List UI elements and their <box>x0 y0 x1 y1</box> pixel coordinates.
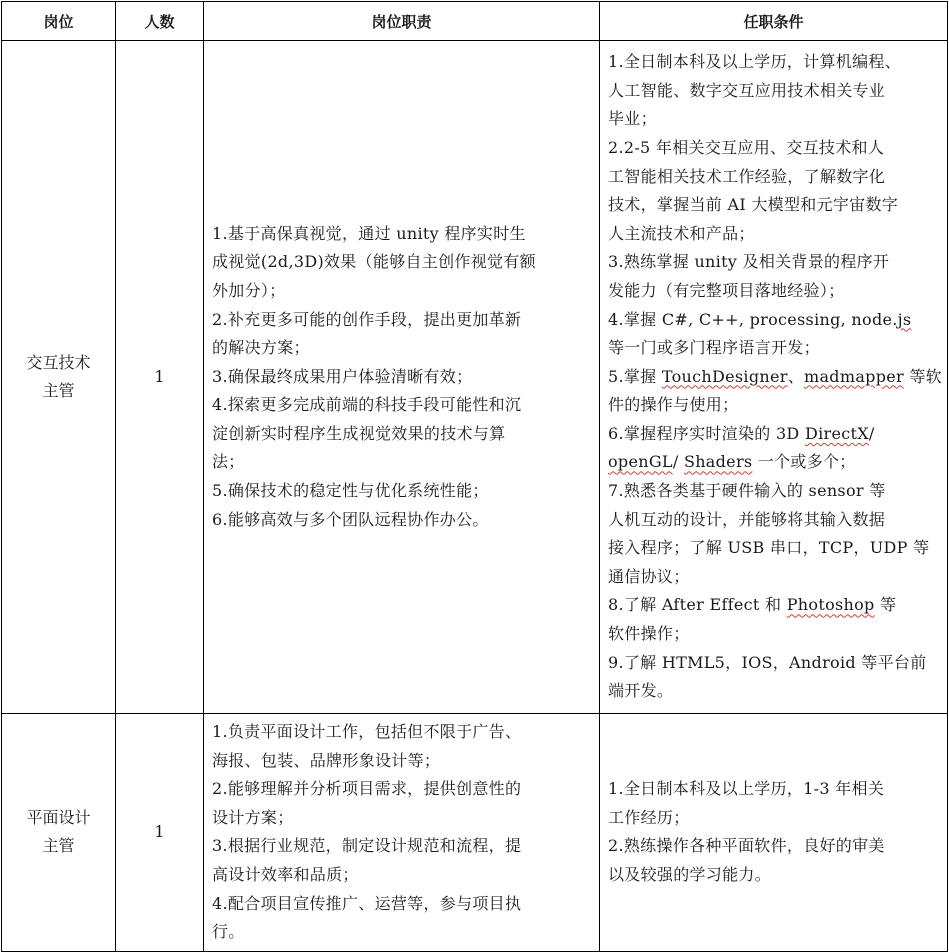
requirement-line: 8.了解 After Effect 和 Photoshop 等 <box>608 595 897 615</box>
requirement-line: 4.掌握 C#, C++, processing, node.js <box>608 309 912 329</box>
duty-line: 3.根据行业规范，制定设计规范和流程，提 <box>212 836 522 856</box>
requirement-line: 1.全日制本科及以上学历，1-3 年相关 <box>608 779 885 799</box>
requirement-line: openGL/ Shaders 一个或多个； <box>608 452 856 472</box>
position-cell <box>2 41 116 714</box>
header-row <box>2 2 948 41</box>
requirement-line: 2.2-5 年相关交互应用、交互技术和人 <box>608 137 885 157</box>
requirement-line: 2.熟练操作各种平面软件，良好的审美 <box>608 836 885 856</box>
duty-line: 2.补充更多可能的创作手段，提出更加革新 <box>212 309 522 329</box>
header-count: 人数 <box>116 2 204 41</box>
requirement-line: 工作经历； <box>608 807 690 827</box>
position-name-line: 平面设计 <box>26 808 91 828</box>
duty-line: 海报、包装、品牌形象设计等； <box>212 750 441 770</box>
requirement-line: 人机互动的设计，并能够将其输入数据 <box>608 509 886 529</box>
position-name-line: 主管 <box>42 381 75 400</box>
duty-line: 6.能够高效与多个团队远程协作办公。 <box>212 509 489 529</box>
requirement-line: 9.了解 HTML5，IOS，Android 等平台前 <box>608 652 927 672</box>
count-cell: 1 <box>116 41 204 714</box>
requirement-line: 3.熟练掌握 unity 及相关背景的程序开 <box>608 252 890 272</box>
duty-line: 1.负责平面设计工作，包括但不限于广告、 <box>212 722 522 741</box>
duty-line: 高设计效率和品质； <box>212 864 359 884</box>
duties-cell <box>204 41 600 714</box>
position-cell <box>2 714 116 952</box>
position-name-line: 交互技术 <box>26 353 91 372</box>
requirement-line: 5.掌握 TouchDesigner、madmapper 等软 <box>608 366 942 386</box>
duty-line: 淀创新实时程序生成视觉效果的技术与算 <box>212 423 506 443</box>
duty-line: 3.确保最终成果用户体验清晰有效； <box>212 366 473 386</box>
requirement-line: 件的操作与使用； <box>608 395 739 415</box>
header-requirements: 任职条件 <box>600 2 948 41</box>
requirement-line: 工智能相关技术工作经验，了解数字化 <box>608 166 886 186</box>
duty-line: 外加分）； <box>212 280 286 300</box>
duty-line: 1.基于高保真视觉，通过 unity 程序实时生 <box>212 223 526 243</box>
requirement-line: 发能力（有完整项目落地经验）； <box>608 280 845 300</box>
job-posting-table <box>1 1 948 952</box>
requirement-line: 7.熟悉各类基于硬件输入的 sensor 等 <box>608 481 886 501</box>
count-cell: 1 <box>116 714 204 952</box>
requirement-line: 以及较强的学习能力。 <box>608 864 772 884</box>
requirement-line: 毕业； <box>608 109 657 129</box>
requirement-line: 1.全日制本科及以上学历，计算机编程、 <box>608 52 901 72</box>
duty-line: 2.能够理解并分析项目需求，提供创意性的 <box>212 779 522 799</box>
requirement-line: 软件操作； <box>608 624 690 644</box>
requirement-line: 通信协议； <box>608 566 690 586</box>
duty-line: 5.确保技术的稳定性与优化系统性能； <box>212 481 489 501</box>
requirements-cell <box>600 41 948 714</box>
requirement-line: 人主流技术和产品； <box>608 223 755 243</box>
duty-line: 设计方案； <box>212 807 294 827</box>
requirement-line: 端开发。 <box>608 681 674 701</box>
requirement-line: 人工智能、数字交互应用技术相关专业 <box>608 80 886 100</box>
header-position: 岗位 <box>2 2 116 41</box>
requirement-line: 接入程序；了解 USB 串口，TCP，UDP 等 <box>608 538 930 558</box>
header-duties: 岗位职责 <box>204 2 600 41</box>
requirement-line: 技术，掌握当前 AI 大模型和元宇宙数字 <box>608 195 899 215</box>
requirement-line: 等一门或多门程序语言开发； <box>608 338 820 358</box>
position-name-line: 主管 <box>42 836 75 856</box>
table-row <box>2 41 948 714</box>
requirement-line: 6.掌握程序实时渲染的 3D DirectX/ <box>608 423 875 443</box>
duty-line: 法； <box>212 452 245 472</box>
requirements-cell <box>600 714 948 952</box>
duty-line: 4.配合项目宣传推广、运营等，参与项目执 <box>212 893 522 913</box>
duties-cell <box>204 714 600 952</box>
duty-line: 的解决方案； <box>212 338 310 358</box>
table-row <box>2 714 948 952</box>
duty-line: 行。 <box>212 922 245 942</box>
duty-line: 成视觉(2d,3D)效果（能够自主创作视觉有额 <box>212 252 536 272</box>
duty-line: 4.探索更多完成前端的科技手段可能性和沉 <box>212 395 522 415</box>
